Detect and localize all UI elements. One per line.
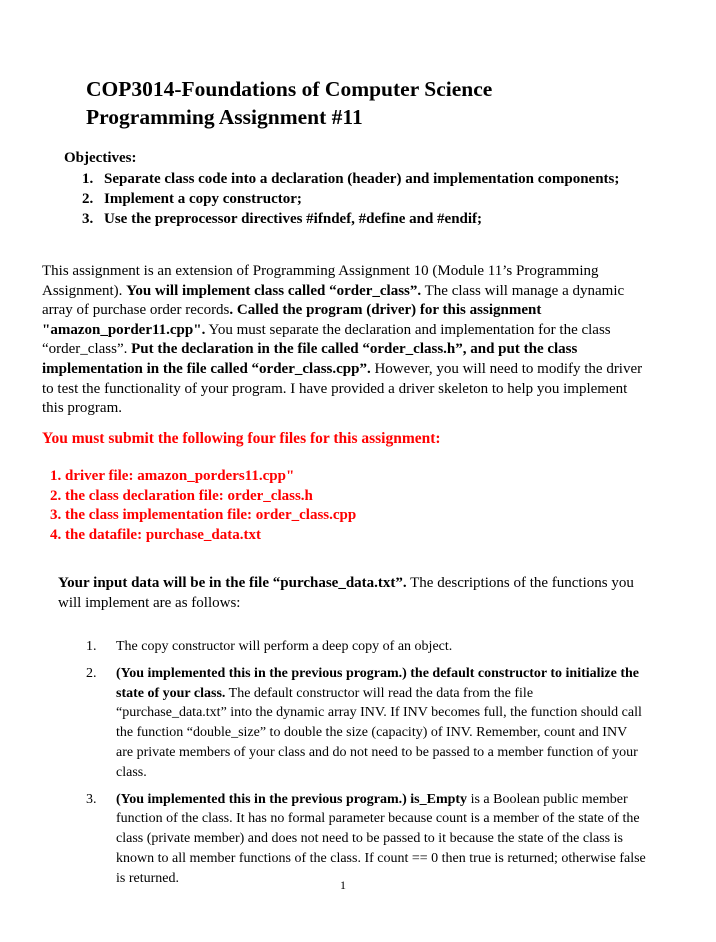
objective-item <box>82 209 642 229</box>
input-bold: Your input data will be in the file “purchase_data.txt”. <box>58 575 407 591</box>
function-item <box>86 664 646 783</box>
submit-heading: You must submit the following four files for this assignment: <box>42 430 441 447</box>
function-number: 2. <box>86 665 97 681</box>
function-number: 1. <box>86 639 97 654</box>
intro-text-1: This assignment is an extension of Programming Assignment 10 (Module 11’s Programming Assignment). <box>42 263 599 299</box>
intro-bold-3: Put the declaration in the file called “order_class.h”, and put the class implementation in the file called “order_class.cpp”. <box>42 341 578 377</box>
function-bold: (You implemented this in the previous program.) the default constructor to initialize the state of your class. <box>116 665 640 701</box>
objective-item <box>82 189 642 209</box>
function-item <box>86 790 646 889</box>
objective-item <box>82 169 642 189</box>
objectives-heading: Objectives: <box>64 150 137 166</box>
function-text: The copy constructor will perform a deep copy of an object. <box>116 639 453 654</box>
submit-file-item: 1. driver file: amazon_porders11.cpp" <box>50 468 295 484</box>
input-data-paragraph <box>58 573 648 613</box>
title-line-1: COP3014-Foundations of Computer Science <box>86 77 493 101</box>
objective-number: 2. <box>82 191 94 207</box>
function-text: The default constructor will read the data from the file “purchase_data.txt” into the dynamic array INV. If INV becomes full, the function should call the function “double_size” to double the size (capacity) of INV. Remember, count and INV are private members of your class and do not need to be passed to a member function of your class. <box>116 685 642 780</box>
intro-text-2: The class will manage a dynamic array of purchase order records <box>42 282 625 319</box>
intro-text-3: You must separate the declaration and implementation for the class “order_class”. <box>42 321 611 358</box>
submit-file-item: 3. the class implementation file: order_class.cpp <box>50 507 357 524</box>
function-item <box>86 637 646 657</box>
objective-number: 1. <box>82 171 94 187</box>
objective-text: Use the preprocessor directives #ifndef, #define and #endif; <box>104 211 483 227</box>
submit-file-list <box>50 467 356 546</box>
intro-text-4: However, you will need to modify the driver to test the functionality of your program. I have provided a driver skeleton to help you implement this program. <box>42 360 643 417</box>
function-bold: (You implemented this in the previous program.) is_Empty <box>116 791 468 807</box>
objective-text: Separate class code into a declaration (header) and implementation components; <box>104 171 620 187</box>
submit-file-item: 4. the datafile: purchase_data.txt <box>50 527 261 544</box>
input-text: The descriptions of the functions you will implement are as follows: <box>58 575 634 611</box>
objectives-list <box>82 169 642 229</box>
title-line-2: Programming Assignment #11 <box>86 105 363 129</box>
objective-number: 3. <box>82 211 94 227</box>
intro-bold-2: . Called the program (driver) for this assignment "amazon_porder11.cpp". <box>42 302 542 338</box>
submit-file-item: 2. the class declaration file: order_class.h <box>50 487 313 504</box>
objective-text: Implement a copy constructor; <box>104 191 302 207</box>
intro-bold-1: You will implement class called “order_class”. <box>126 282 422 299</box>
page-number: 1 <box>340 878 346 892</box>
intro-paragraph <box>42 262 646 419</box>
function-list <box>86 637 646 896</box>
function-text: is a Boolean public member function of the class. It has no formal parameter because count is a member of the state of the class (private member) and does not need to be passed to it because the state of the class is known to all member functions of the class. If count == 0 then true is returned; otherwise false is returned. <box>116 791 646 886</box>
function-number: 3. <box>86 791 97 807</box>
